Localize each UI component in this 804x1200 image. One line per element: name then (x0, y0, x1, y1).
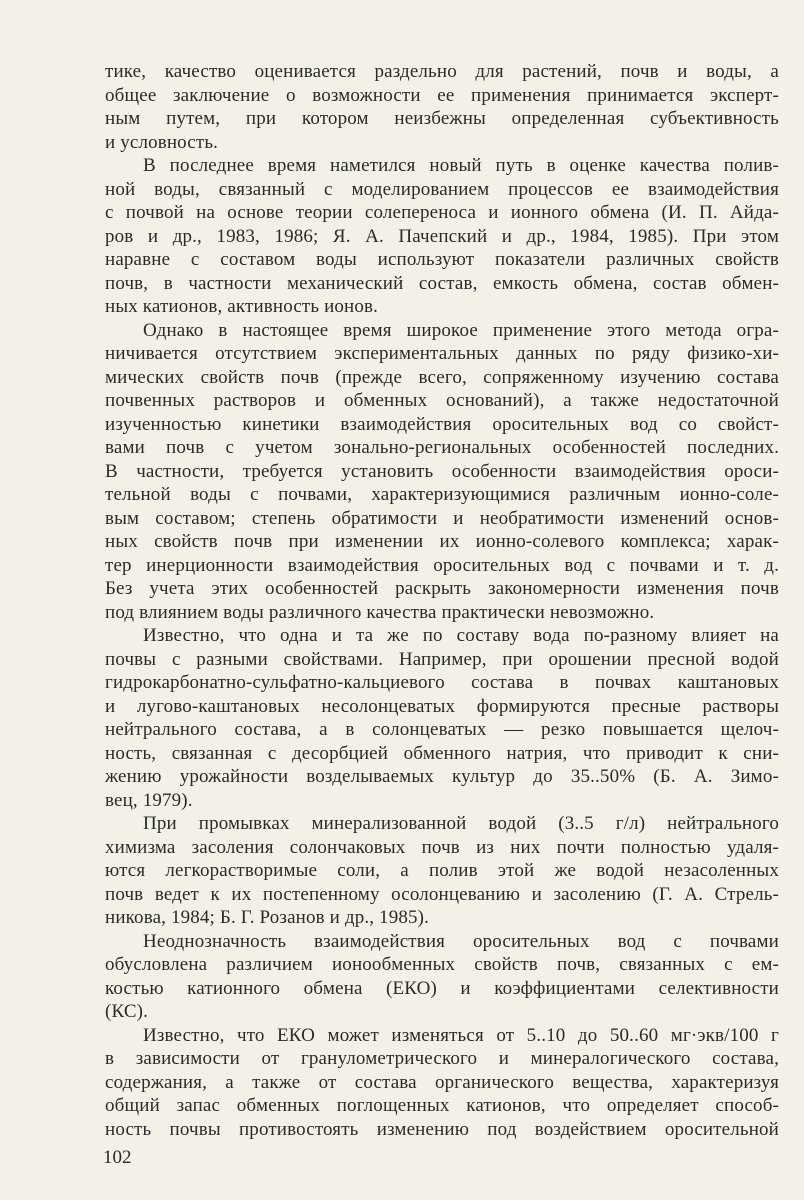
text-line: вец, 1979). (105, 789, 193, 811)
text-line: В частности, требуется установить особенности взаимодействия ороси- (105, 460, 779, 482)
text-line: наравне с составом воды используют показатели различных свойств (105, 249, 779, 270)
text-line: вами почв с учетом зонально-региональных особенностей последних. (105, 437, 779, 458)
text-line: почв ведет к их постепенному осолонцеванию и засолению (Г. А. Стрель- (105, 883, 779, 905)
text-line: содержания, а также от состава органического вещества, характеризуя (105, 1071, 779, 1093)
text-line: и лугово-каштановых несолонцеватых формируются пресные растворы (105, 695, 779, 717)
text-line: Неоднозначность взаимодействия оросительных вод с почвами (143, 930, 779, 952)
body-text (105, 60, 779, 1141)
text-line: обусловлена различием ионообменных свойств почв, связанных с ем- (105, 954, 779, 975)
text-line: ных свойств почв при изменении их ионно-солевого комплекса; харак- (105, 531, 779, 552)
text-line: Без учета этих особенностей раскрыть закономерности изменения почв (105, 578, 779, 599)
text-line: почвенных растворов и обменных оснований), а также недостаточной (105, 390, 779, 411)
text-line: тике, качество оценивается раздельно для растений, почв и воды, а (105, 61, 779, 82)
text-line: гидрокарбонатно-сульфатно-кальциевого состава в почвах каштановых (105, 672, 779, 693)
text-line: ность почвы противостоять изменению под воздействием оросительной (105, 1118, 779, 1140)
text-line: с почвой на основе теории солепереноса и ионного обмена (И. П. Айда- (105, 202, 779, 223)
text-line: изученностью кинетики взаимодействия оросительных вод со свойст- (105, 413, 779, 435)
text-line: ной воды, связанный с моделированием процессов ее взаимодействия (105, 178, 779, 200)
text-line: ных катионов, активность ионов. (105, 296, 379, 317)
text-line: ничивается отсутствием экспериментальных данных по ряду физико-хи- (105, 343, 779, 364)
text-line: почвы с разными свойствами. Например, при орошении пресной водой (105, 648, 779, 670)
text-line: мических свойств почв (прежде всего, сопряженному изучению состава (105, 366, 779, 388)
text-line: общий запас обменных поглощенных катионов, что определяет способ- (105, 1095, 779, 1116)
text-line: ров и др., 1983, 1986; Я. А. Пачепский и др., 1984, 1985). При этом (105, 225, 779, 247)
text-line: в зависимости от гранулометрического и минералогического состава, (105, 1048, 779, 1069)
text-line: При промывках минерализованной водой (3..5 г/л) нейтрального (143, 813, 779, 834)
text-line: ность, связанная с десорбцией обменного натрия, что приводит к сни- (105, 742, 779, 764)
text-line: вым составом; степень обратимости и необратимости изменений основ- (105, 507, 779, 529)
text-line: В последнее время наметился новый путь в оценке качества полив- (143, 155, 779, 176)
text-line: нейтрального состава, а в солонцеватых — резко повышается щелоч- (105, 719, 779, 740)
text-line: костью катионного обмена (ЕКО) и коэффициентами селективности (105, 977, 779, 999)
text-line: жению урожайности возделываемых культур до 35..50% (Б. А. Зимо- (105, 766, 779, 787)
text-line: Известно, что ЕКО может изменяться от 5..10 до 50..60 мг·экв/100 г (143, 1024, 779, 1046)
text-line: Известно, что одна и та же по составу вода по-разному влияет на (143, 625, 779, 646)
text-line: Однако в настоящее время широкое применение этого метода огра- (143, 319, 779, 341)
text-line: и условность. (105, 131, 219, 153)
text-line: общее заключение о возможности ее применения принимается эксперт- (105, 84, 779, 106)
text-line: ются легкорастворимые соли, а полив этой же водой незасоленных (105, 860, 779, 881)
text-line: под влиянием воды различного качества практически невозможно. (105, 601, 655, 623)
text-line: (КС). (105, 1001, 149, 1022)
text-line: ным путем, при котором неизбежны определенная субъективность (105, 108, 779, 129)
text-line: никова, 1984; Б. Г. Розанов и др., 1985). (105, 907, 430, 928)
text-line: химизма засоления солончаковых почв из них почти полностью удаля- (105, 836, 779, 858)
page-number: 102 (103, 1147, 132, 1168)
text-line: почв, в частности механический состав, емкость обмена, состав обмен- (105, 272, 779, 294)
text-line: тельной воды с почвами, характеризующимися различным ионно-соле- (105, 484, 779, 505)
text-line: тер инерционности взаимодействия оросительных вод с почвами и т. д. (105, 554, 779, 576)
